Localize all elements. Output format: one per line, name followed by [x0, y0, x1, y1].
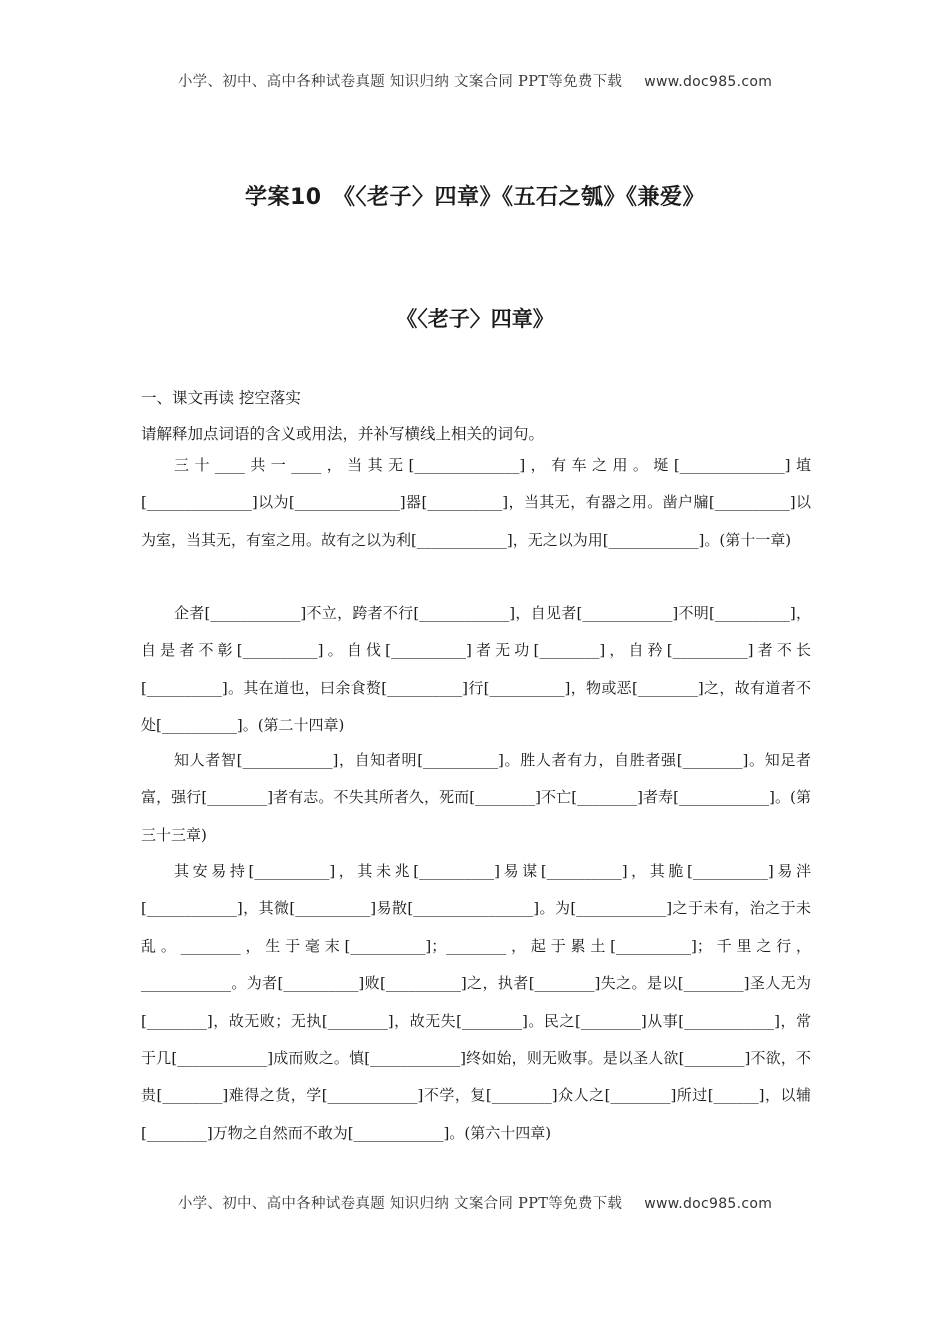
footer-url-link[interactable]: www.doc985.com — [644, 1196, 773, 1212]
chapter-title: 《〈老子〉四章》 — [396, 307, 554, 331]
footer-text: 小学、初中、高中各种试卷真题 知识归纳 文案合同 PPT等免费下载 — [177, 1196, 623, 1212]
document-title: 学案10 《〈老子〉四章》《五石之瓠》《兼爱》 — [244, 185, 706, 210]
instruction-text: 请解释加点词语的含义或用法，并补写横线上相关的词句。 — [141, 425, 545, 443]
passage-chapter-64: 其安易持[__________]，其未兆[__________]易谋[__________]，其脆[__________]易泮[____________]，其微[__________]易散[________________]。为[____________]之于未有，治之于未乱。________，生于毫末[__________]；________，起于累土[__________]；千里之行，____________。为者[__________]败[__________]之，执者[________]失之。是以[________]圣人无为[________]，故无败；无执[________]，故无失[________]。民之[________]从事[____________]，常于几[____________]成而败之。慎[____________]终如始，则无败事。是以圣人欲[________]不欲，不贵[________]难得之货，学[____________]不学，复[________]众人之[________]所过[______]，以辅[________]万物之自然而不敢为[____________]。(第六十四章) — [141, 862, 811, 1142]
page-header — [0, 70, 950, 91]
passage-chapter-24: 企者[____________]不立，跨者不行[____________]，自见者[____________]不明[__________]，自是者不彰[__________]。自伐[__________]者无功[________]，自矜[__________]者不长[__________]。其在道也，曰余食赘[__________]行[__________]，物或恶[________]之，故有道者不处[__________]。(第二十四章) — [141, 604, 811, 735]
passage-chapter-33: 知人者智[____________]，自知者明[__________]。胜人者有力，自胜者强[________]。知足者富，强行[________]者有志。不失其所者久，死而[________]不亡[________]者寿[____________]。(第三十三章) — [141, 751, 811, 844]
section-heading: 一、课文再读 挖空落实 — [141, 389, 301, 407]
header-text: 小学、初中、高中各种试卷真题 知识归纳 文案合同 PPT等免费下载 — [177, 74, 623, 90]
header-url-link[interactable]: www.doc985.com — [644, 74, 773, 90]
passage-chapter-11: 三十____共一____，当其无[______________]，有车之用。埏[______________]埴[______________]以为[______________]器[__________]，当其无，有器之用。凿户牖[__________]以为室，当其无，有室之用。故有之以为利[____________]，无之以为用[____________]。(第十一章) — [141, 456, 811, 549]
page-footer — [0, 1192, 950, 1213]
